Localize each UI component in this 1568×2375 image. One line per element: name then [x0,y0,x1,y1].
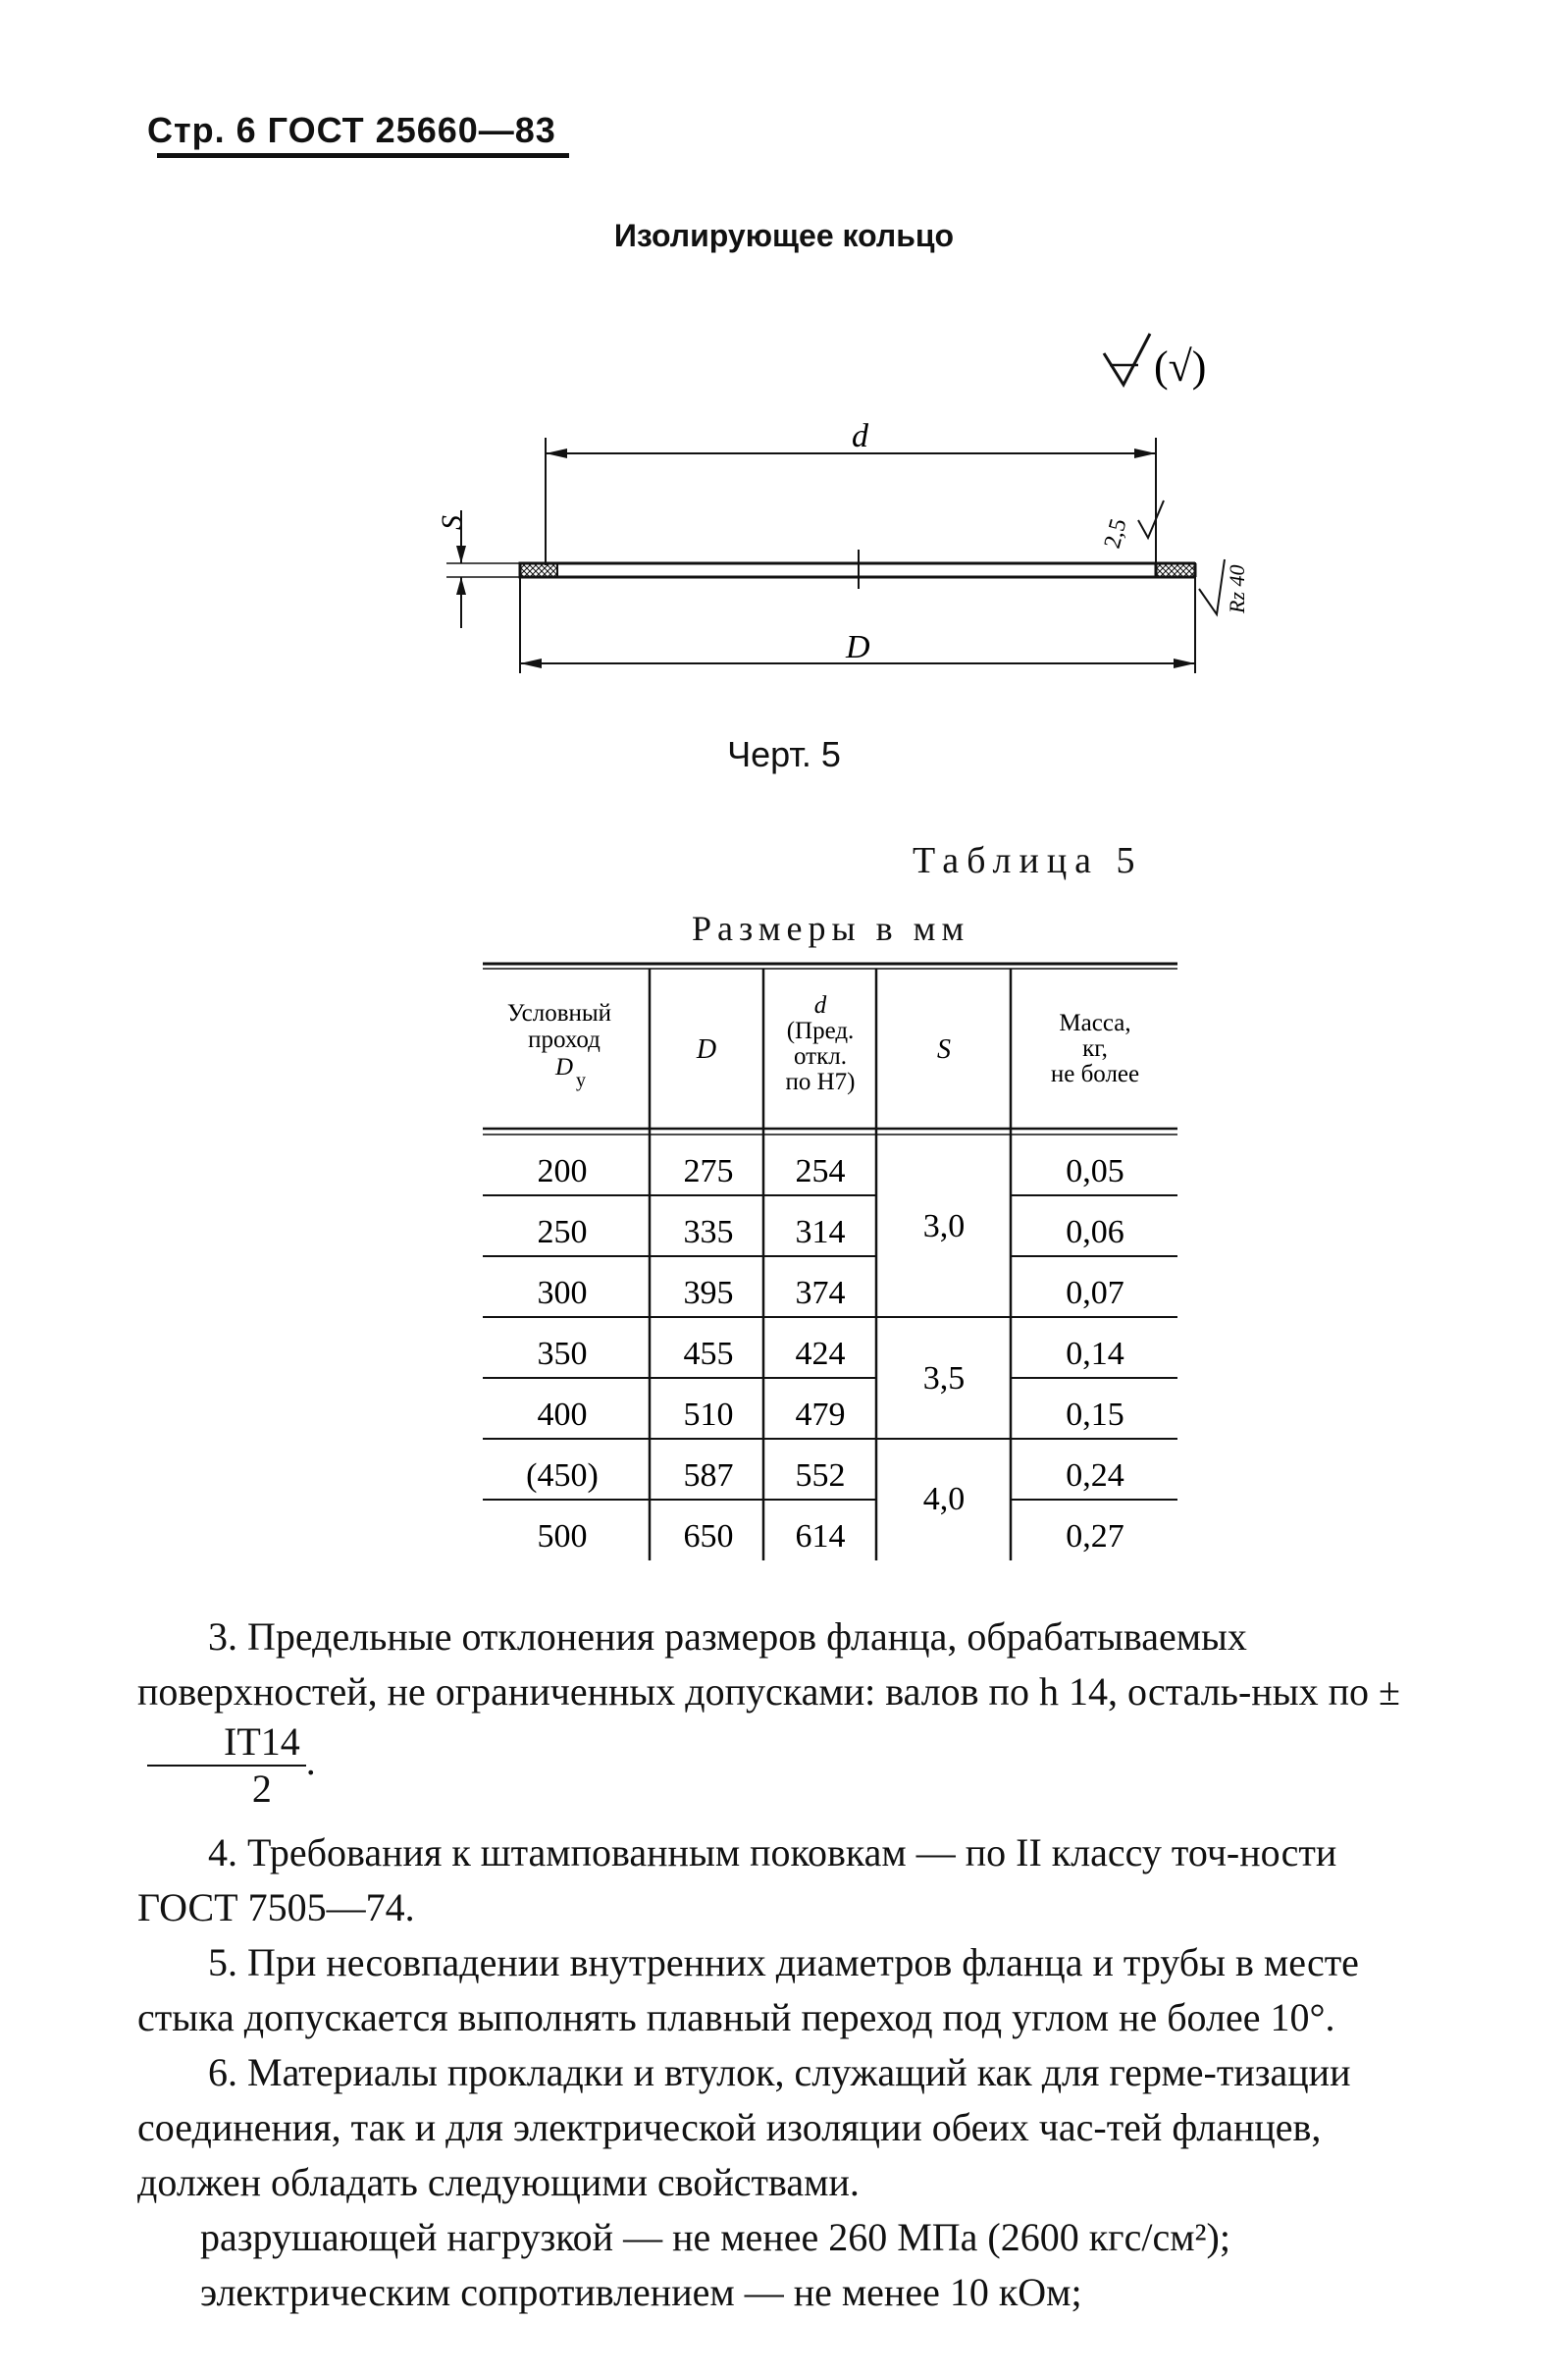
cell-D-4: 510 [683,1397,734,1433]
cell-dy-6: 500 [537,1518,588,1555]
cell-d-4: 479 [795,1397,846,1433]
property-strength: разрушающей нагрузкой — не менее 260 МПа (2600 кгс/см²); [200,2215,1230,2259]
paragraph-3-end: . [305,1739,316,1784]
cell-dy-2: 300 [537,1275,588,1311]
cell-D-0: 275 [683,1153,734,1189]
cell-dy-4: 400 [537,1397,588,1433]
dimensions-table [0,942,1568,1570]
th-m-2: кг, [1082,1035,1108,1062]
cell-m-4: 0,15 [1066,1397,1124,1433]
fraction-it14 [147,1719,306,1812]
th-dy-1: Условный [506,1000,612,1027]
th-d-1: d [813,992,827,1019]
th-dy-2: проход [528,1027,601,1053]
cell-d-5: 552 [795,1457,846,1494]
table-units: Размеры в мм [692,909,970,948]
cell-d-0: 254 [795,1153,846,1189]
th-dy-3: D [554,1054,574,1081]
paragraph-3-text: 3. Предельные отклонения размеров фланца, обрабатываемых поверхностей, не ограниченных допусками: валов по h 14, осталь-ных по ± [137,1614,1400,1714]
cell-dy-5: (450) [526,1457,599,1494]
paragraph-5: 5. При несовпадении внутренних диаметров фланца и трубы в месте стыка допускается выполнять плавный переход под углом не более 10°. [137,1940,1359,2039]
fraction-numerator: IT14 [147,1719,306,1767]
cell-D-2: 395 [683,1275,734,1311]
th-dy-sub: у [576,1070,586,1091]
cell-m-1: 0,06 [1066,1214,1124,1250]
paragraph-3 [137,1610,1442,1812]
cell-m-0: 0,05 [1066,1153,1124,1189]
roughness-paren: (√) [1154,343,1207,391]
cell-dy-0: 200 [537,1153,588,1189]
cell-s-group-1: 3,5 [922,1360,966,1397]
dim-D-label: D [846,629,870,665]
th-D: D [696,1034,717,1065]
th-m-1: Масса, [1059,1010,1131,1036]
cell-m-6: 0,27 [1066,1518,1124,1555]
cell-dy-1: 250 [537,1214,588,1250]
paragraph-4: 4. Требования к штампованным поковкам — по II классу точ-ности ГОСТ 7505—74. [137,1830,1337,1929]
page-header: Стр. 6 ГОСТ 25660—83 [147,110,556,150]
drawing-title: Изолирующее кольцо [613,218,955,253]
paragraph-6: 6. Материалы прокладки и втулок, служащий как для герме-тизации соединения, так и для электрической изоляции обеих час-тей фланцев, должен обладать следующими свойствами. [137,2050,1351,2204]
th-S: S [937,1034,951,1065]
cell-m-2: 0,07 [1066,1275,1124,1311]
cell-m-3: 0,14 [1066,1336,1124,1372]
dim-d-label: d [852,418,868,454]
roughness-symbol-icon [1104,334,1150,385]
th-d-2: (Пред. [786,1018,855,1044]
cell-D-6: 650 [683,1518,734,1555]
th-d-4: по H7) [785,1069,856,1095]
cell-d-3: 424 [795,1336,846,1372]
cell-D-5: 587 [683,1457,734,1494]
cell-dy-3: 350 [537,1336,588,1372]
th-d-3: откл. [794,1043,847,1070]
ring-drawing [0,0,1568,726]
table-label: Таблица 5 [913,840,1143,881]
cell-d-2: 374 [795,1275,846,1311]
property-resistance: электрическим сопротивлением — не менее 10 кОм; [200,2270,1082,2314]
body-text [137,1610,1442,2320]
cell-m-5: 0,24 [1066,1457,1124,1494]
cell-d-6: 614 [795,1518,846,1555]
cell-D-1: 335 [683,1214,734,1250]
th-m-3: не более [1050,1061,1140,1087]
roughness-rz40-label: Rz 40 [1225,564,1249,613]
cell-d-1: 314 [795,1214,846,1250]
fraction-denominator: 2 [251,1767,272,1811]
cell-D-3: 455 [683,1336,734,1372]
dim-s-label: S [436,515,468,530]
cell-s-group-0: 3,0 [922,1208,966,1244]
roughness-25-label: 2,5 [1099,515,1132,552]
cell-s-group-2: 4,0 [922,1481,966,1517]
drawing-caption: Черт. 5 [727,734,841,774]
